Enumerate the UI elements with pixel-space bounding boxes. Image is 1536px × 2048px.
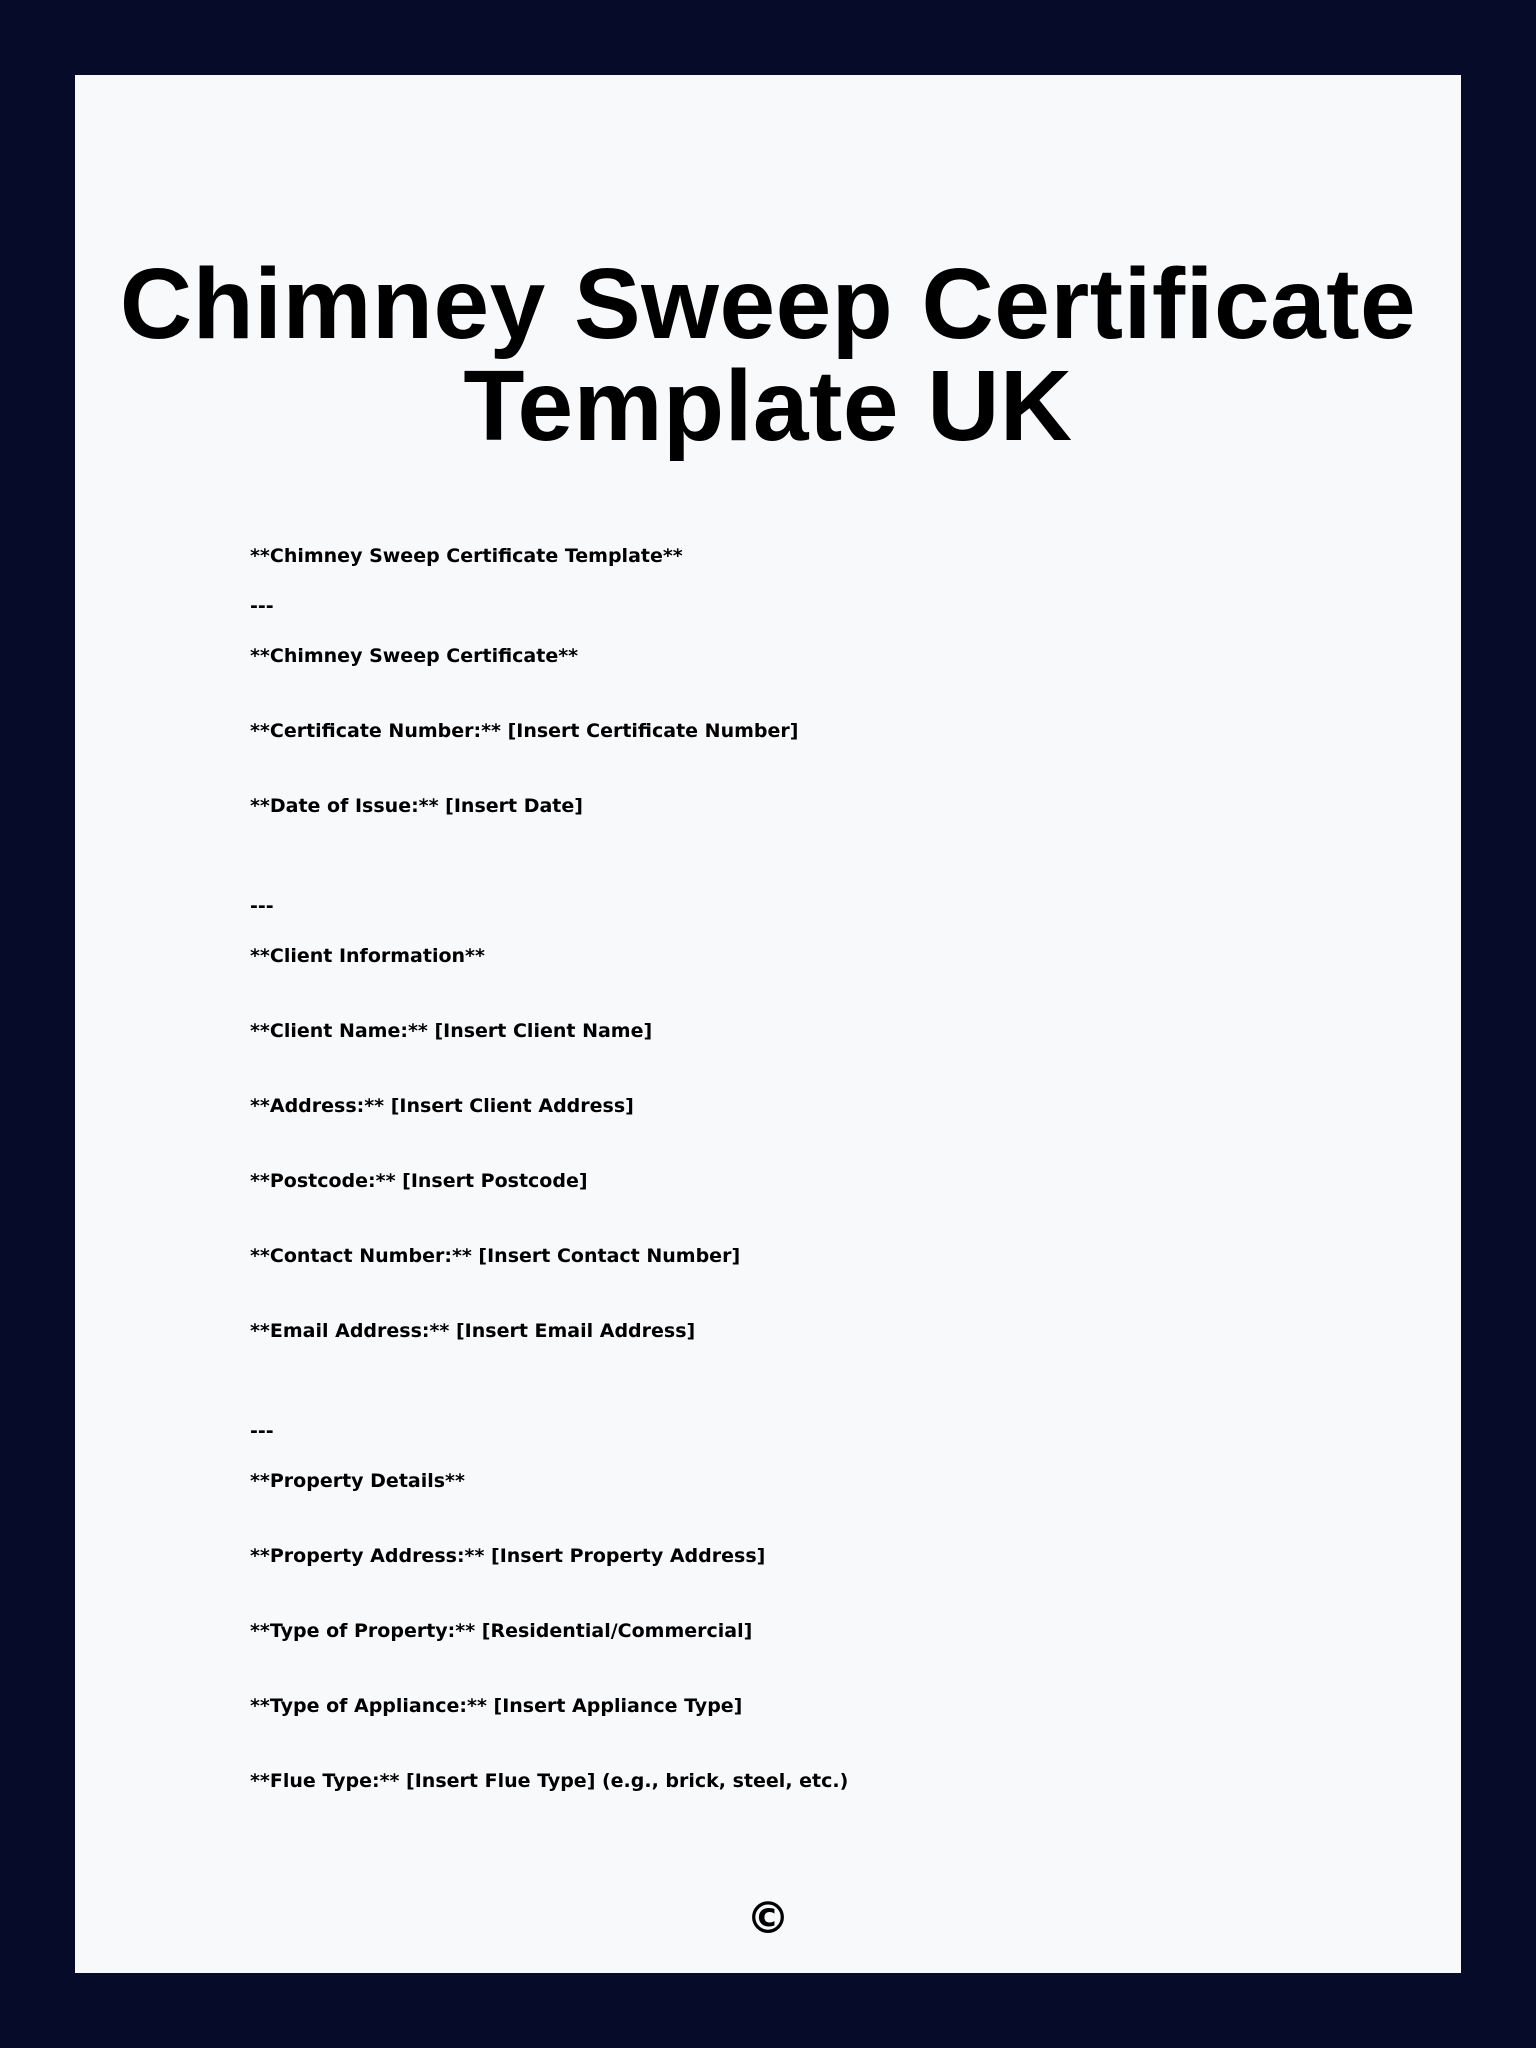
copyright-icon: © (746, 1893, 790, 1944)
divider: --- (250, 1420, 274, 1442)
section-heading-property-details: **Property Details** (250, 1470, 465, 1492)
section-heading-template: **Chimney Sweep Certificate Template** (250, 545, 683, 567)
section-heading-client-information: **Client Information** (250, 945, 485, 967)
divider: --- (250, 895, 274, 917)
page-title (75, 248, 1461, 462)
title-line-2: Template UK (463, 350, 1073, 462)
field-address: **Address:** [Insert Client Address] (250, 1095, 634, 1117)
field-contact-number: **Contact Number:** [Insert Contact Number] (250, 1245, 741, 1267)
field-email-address: **Email Address:** [Insert Email Address] (250, 1320, 696, 1342)
field-certificate-number: **Certificate Number:** [Insert Certificate Number] (250, 720, 799, 742)
field-client-name: **Client Name:** [Insert Client Name] (250, 1020, 653, 1042)
section-heading-certificate: **Chimney Sweep Certificate** (250, 645, 579, 667)
field-property-address: **Property Address:** [Insert Property Address] (250, 1545, 766, 1567)
title-line-1: Chimney Sweep Certificate (119, 248, 1417, 360)
field-type-of-property: **Type of Property:** [Residential/Commercial] (250, 1620, 753, 1642)
field-date-of-issue: **Date of Issue:** [Insert Date] (250, 795, 583, 817)
field-type-of-appliance: **Type of Appliance:** [Insert Appliance Type] (250, 1695, 743, 1717)
divider: --- (250, 595, 274, 617)
document-page (75, 75, 1461, 1973)
field-postcode: **Postcode:** [Insert Postcode] (250, 1170, 588, 1192)
field-flue-type: **Flue Type:** [Insert Flue Type] (e.g., brick, steel, etc.) (250, 1770, 849, 1792)
